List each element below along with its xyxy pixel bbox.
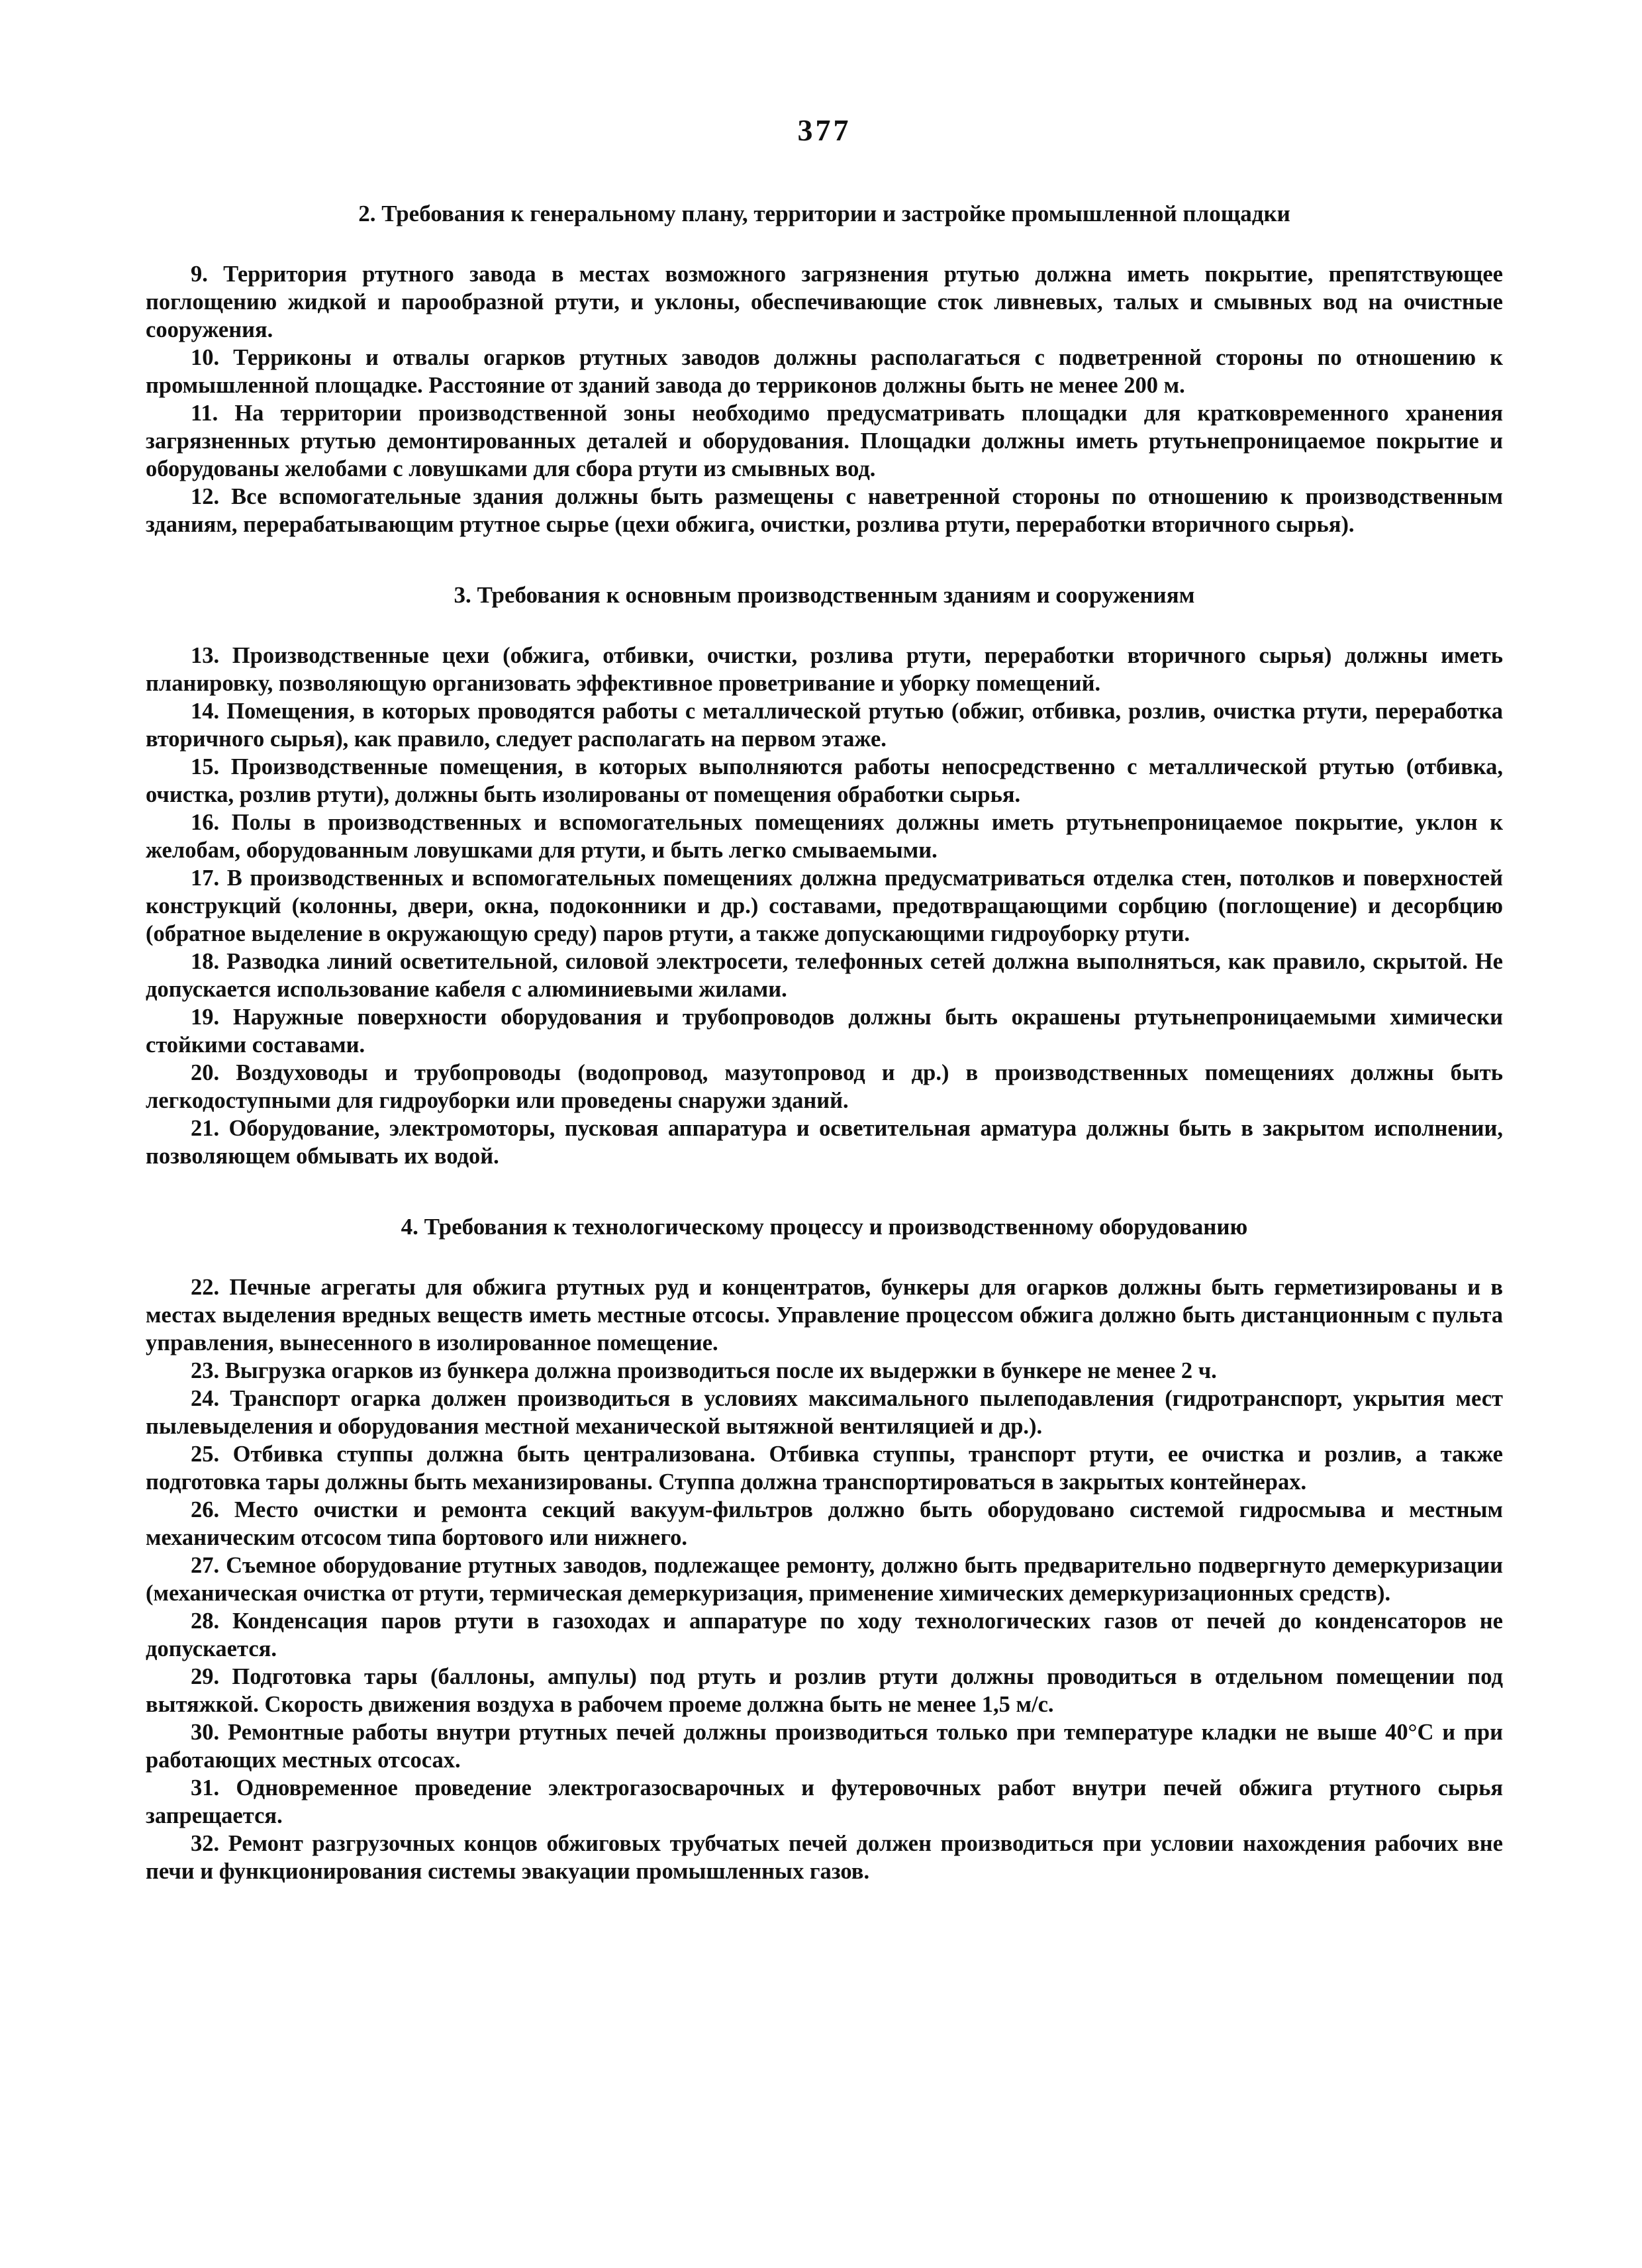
paragraph-20: 20. Воздуховоды и трубопроводы (водопровод, мазутопровод и др.) в производственных помещениях должны быть легкодоступными для гидроуборки или проведены снаружи зданий. (146, 1060, 1503, 1113)
paragraph-14: 14. Помещения, в которых проводятся работы с металлической ртутью (обжиг, отбивка, розлив, очистка ртути, переработка вторичного сырья), как правило, следует располагать на первом этаже. (146, 699, 1503, 752)
paragraph-29: 29. Подготовка тары (баллоны, ампулы) под ртуть и розлив ртути должны проводиться в отдельном помещении под вытяжкой. Скорость движения воздуха в рабочем проеме должна быть не менее 1,5 м/с. (146, 1664, 1503, 1717)
paragraph-13: 13. Производственные цехи (обжига, отбивки, очистки, розлива ртути, переработки вторичного сырья) должны иметь планировку, позволяющую организовать эффективное проветривание и уборку помещений. (146, 643, 1503, 696)
paragraph-27: 27. Съемное оборудование ртутных заводов, подлежащее ремонту, должно быть предварительно подвергнуто демеркуризации (механическая очистка от ртути, термическая демеркуризация, применение химических демеркуризационных средств). (146, 1553, 1503, 1606)
paragraph-19: 19. Наружные поверхности оборудования и трубопроводов должны быть окрашены ртутьнепроницаемыми химически стойкими составами. (146, 1005, 1503, 1058)
paragraph-15: 15. Производственные помещения, в которых выполняются работы непосредственно с металлической ртутью (отбивка, очистка, розлив ртути), должны быть изолированы от помещения обработки сырья. (146, 754, 1503, 807)
paragraph-30: 30. Ремонтные работы внутри ртутных печей должны производиться только при температуре кладки не выше 40°С и при работающих местных отсосах. (146, 1720, 1503, 1773)
section-title: 3. Требования к основным производственным зданиям и сооружениям (454, 582, 1195, 608)
paragraph-22: 22. Печные агрегаты для обжига ртутных руд и концентратов, бункеры для огарков должны быть герметизированы и в местах выделения вредных веществ иметь местные отсосы. Управление процессом обжига должно быть дистанционным с пульта управления, вынесенного в изолированное помещение. (146, 1275, 1503, 1356)
paragraph-28: 28. Конденсация паров ртути в газоходах и аппаратуре по ходу технологических газов от печей до конденсаторов не допускается. (146, 1608, 1503, 1661)
section-title: 2. Требования к генеральному плану, территории и застройке промышленной площадки (358, 201, 1290, 226)
section-title: 4. Требования к технологическому процессу и производственному оборудованию (401, 1214, 1248, 1240)
paragraph-23: 23. Выгрузка огарков из бункера должна производиться после их выдержки в бункере не менее 2 ч. (191, 1358, 1217, 1383)
paragraph-25: 25. Отбивка ступпы должна быть централизована. Отбивка ступпы, транспорт ртути, ее очистка и розлив, а также подготовка тары должны быть механизированы. Ступпа должна транспортироваться в закрытых контейнерах. (146, 1442, 1503, 1495)
paragraph-12: 12. Все вспомогательные здания должны быть размещены с наветренной стороны по отношению к производственным зданиям, перерабатывающим ртутное сырье (цехи обжига, очистки, розлива ртути, переработки вторичного сырья). (146, 484, 1503, 537)
paragraph-16: 16. Полы в производственных и вспомогательных помещениях должны иметь ртутьнепроницаемое покрытие, уклон к желобам, оборудованным ловушками для ртути, и быть легко смываемыми. (146, 810, 1503, 863)
page-number: 377 (797, 113, 851, 147)
paragraph-11: 11. На территории производственной зоны необходимо предусматривать площадки для кратковременного хранения загрязненных ртутью демонтированных деталей и оборудования. Площадки должны иметь ртутьнепроницаемое покрытие и оборудованы желобами с ловушками для сбора ртути из смывных вод. (146, 401, 1503, 481)
paragraph-18: 18. Разводка линий осветительной, силовой электросети, телефонных сетей должна выполняться, как правило, скрытой. Не допускается использование кабеля с алюминиевыми жилами. (146, 949, 1503, 1002)
paragraph-26: 26. Место очистки и ремонта секций вакуум-фильтров должно быть оборудовано системой гидросмыва и местным механическим отсосом типа бортового или нижнего. (146, 1497, 1503, 1550)
paragraph-9: 9. Территория ртутного завода в местах возможного загрязнения ртутью должна иметь покрытие, препятствующее поглощению жидкой и парообразной ртути, и уклоны, обеспечивающие сток ливневых, талых и смывных вод на очистные сооружения. (146, 262, 1503, 342)
section-2 (146, 199, 1503, 538)
section-3 (146, 581, 1503, 1170)
paragraph-24: 24. Транспорт огарка должен производиться в условиях максимального пылеподавления (гидротранспорт, укрытия мест пылевыделения и оборудования местной механической вытяжной вентиляцией и др.). (146, 1386, 1503, 1439)
paragraph-10: 10. Терриконы и отвалы огарков ртутных заводов должны располагаться с подветренной стороны по отношению к промышленной площадке. Расстояние от зданий завода до терриконов должны быть не менее 200 м. (146, 345, 1503, 398)
paragraph-31: 31. Одновременное проведение электрогазосварочных и футеровочных работ внутри печей обжига ртутного сырья запрещается. (146, 1775, 1503, 1828)
paragraph-32: 32. Ремонт разгрузочных концов обжиговых трубчатых печей должен производиться при условии нахождения рабочих вне печи и функционирования системы эвакуации промышленных газов. (146, 1831, 1503, 1884)
paragraph-21: 21. Оборудование, электромоторы, пусковая аппаратура и осветительная арматура должны быть в закрытом исполнении, позволяющем обмывать их водой. (146, 1116, 1503, 1169)
document-page (146, 113, 1503, 1885)
section-4 (146, 1212, 1503, 1885)
paragraph-17: 17. В производственных и вспомогательных помещениях должна предусматриваться отделка стен, потолков и поверхностей конструкций (колонны, двери, окна, подоконники и др.) составами, предотвращающими сорбцию (поглощение) и десорбцию (обратное выделение в окружающую среду) паров ртути, а также допускающими гидроуборку ртути. (146, 865, 1503, 946)
